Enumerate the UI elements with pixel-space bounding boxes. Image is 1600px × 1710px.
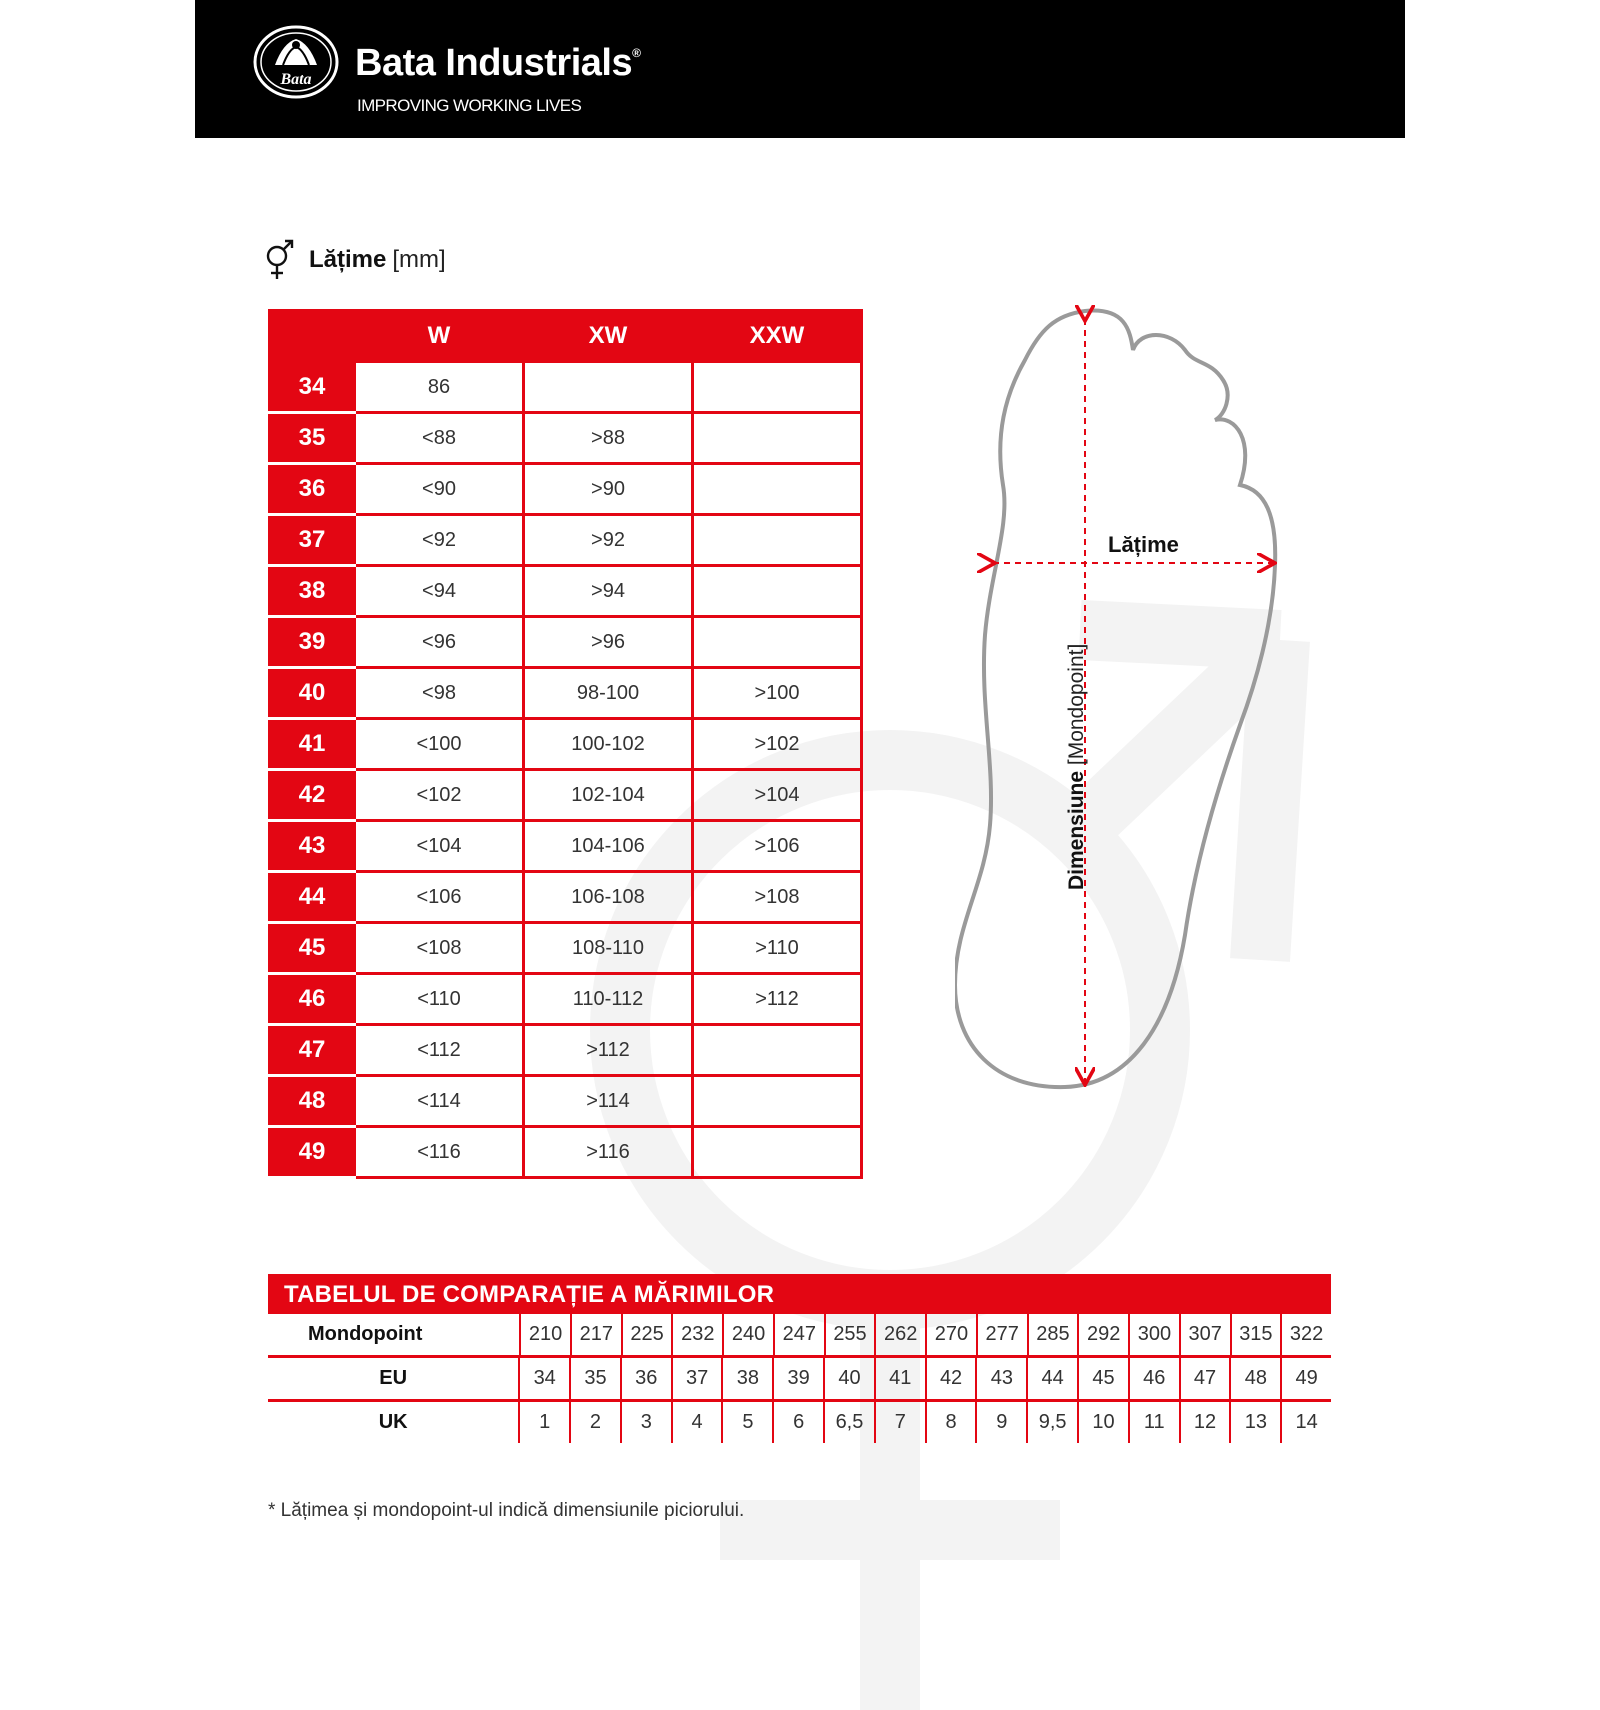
comparison-row-eu xyxy=(268,1358,1331,1402)
comparison-cell: 9 xyxy=(975,1402,1026,1443)
cell-xw: >114 xyxy=(524,1076,693,1127)
cell-xxw: >104 xyxy=(693,770,862,821)
table-row xyxy=(270,923,862,974)
cell-xw: 100-102 xyxy=(524,719,693,770)
table-row xyxy=(270,770,862,821)
comparison-cell: 217 xyxy=(570,1314,621,1355)
size-label: 44 xyxy=(270,872,355,923)
width-size-table xyxy=(268,309,863,1179)
comparison-cell: 8 xyxy=(925,1402,976,1443)
comparison-cell: 3 xyxy=(620,1402,671,1443)
size-label: 48 xyxy=(270,1076,355,1127)
cell-w: <106 xyxy=(355,872,524,923)
comparison-cell: 9,5 xyxy=(1026,1402,1077,1443)
comparison-cell: 1 xyxy=(518,1402,569,1443)
comparison-cell: 255 xyxy=(824,1314,875,1355)
comparison-cell: 41 xyxy=(874,1358,925,1399)
size-label: 36 xyxy=(270,464,355,515)
size-label: 40 xyxy=(270,668,355,719)
cell-w: <112 xyxy=(355,1025,524,1076)
comparison-cell: 300 xyxy=(1128,1314,1179,1355)
registered-mark: ® xyxy=(632,46,641,60)
row-label: Mondopoint xyxy=(308,1323,423,1345)
cell-xw: >88 xyxy=(524,413,693,464)
comparison-cell: 277 xyxy=(976,1314,1027,1355)
size-label: 45 xyxy=(270,923,355,974)
comparison-cell: 39 xyxy=(772,1358,823,1399)
cell-w: <100 xyxy=(355,719,524,770)
foot-outline-path xyxy=(955,311,1275,1088)
comparison-title: TABELUL DE COMPARAȚIE A MĂRIMILOR xyxy=(268,1274,1331,1314)
comparison-cell: 47 xyxy=(1179,1358,1230,1399)
brand-name-text: Bata Industrials xyxy=(355,42,633,84)
cell-xw: >90 xyxy=(524,464,693,515)
row-label: UK xyxy=(378,1411,408,1433)
comparison-cell: 292 xyxy=(1077,1314,1128,1355)
comparison-cell: 38 xyxy=(721,1358,772,1399)
size-comparison-table xyxy=(268,1274,1331,1443)
comparison-cell: 232 xyxy=(671,1314,722,1355)
column-header-w: W xyxy=(355,311,524,362)
unisex-gender-icon xyxy=(265,239,295,281)
foot-width-label: Lățime xyxy=(1108,532,1179,557)
table-row xyxy=(270,1025,862,1076)
cell-xxw xyxy=(693,1076,862,1127)
size-label: 35 xyxy=(270,413,355,464)
comparison-cell: 46 xyxy=(1128,1358,1179,1399)
foot-length-label xyxy=(1065,644,1089,890)
comparison-cell: 285 xyxy=(1027,1314,1078,1355)
cell-xw: >92 xyxy=(524,515,693,566)
comparison-row-mondopoint xyxy=(268,1314,1331,1358)
cell-xxw xyxy=(693,1127,862,1178)
table-row xyxy=(270,515,862,566)
comparison-cell: 42 xyxy=(925,1358,976,1399)
table-row xyxy=(270,464,862,515)
size-label: 41 xyxy=(270,719,355,770)
size-label: 34 xyxy=(270,362,355,413)
cell-xxw: >110 xyxy=(693,923,862,974)
cell-w: <114 xyxy=(355,1076,524,1127)
table-row xyxy=(270,1076,862,1127)
table-row xyxy=(270,566,862,617)
comparison-cell: 44 xyxy=(1026,1358,1077,1399)
comparison-cell: 35 xyxy=(569,1358,620,1399)
table-corner-cell xyxy=(270,311,355,362)
comparison-cell: 307 xyxy=(1179,1314,1230,1355)
cell-w: <108 xyxy=(355,923,524,974)
cell-w: 86 xyxy=(355,362,524,413)
cell-xxw xyxy=(693,1025,862,1076)
table-row xyxy=(270,668,862,719)
comparison-cell: 322 xyxy=(1280,1314,1331,1355)
cell-w: <102 xyxy=(355,770,524,821)
size-label: 39 xyxy=(270,617,355,668)
cell-xw: >96 xyxy=(524,617,693,668)
cell-xw: 102-104 xyxy=(524,770,693,821)
comparison-cell: 247 xyxy=(773,1314,824,1355)
cell-w: <98 xyxy=(355,668,524,719)
cell-xw: >112 xyxy=(524,1025,693,1076)
cell-xw: 108-110 xyxy=(524,923,693,974)
comparison-cell: 262 xyxy=(874,1314,925,1355)
cell-xxw xyxy=(693,617,862,668)
comparison-cell: 14 xyxy=(1280,1402,1331,1443)
column-header-xw: XW xyxy=(524,311,693,362)
cell-xxw xyxy=(693,515,862,566)
footnote: * Lățimea și mondopoint-ul indică dimensiunile piciorului. xyxy=(268,1500,745,1521)
cell-xxw: >100 xyxy=(693,668,862,719)
comparison-cell: 40 xyxy=(823,1358,874,1399)
comparison-cell: 225 xyxy=(621,1314,672,1355)
foot-length-label-bold: Dimensiune xyxy=(1065,770,1088,890)
cell-xw: 110-112 xyxy=(524,974,693,1025)
cell-w: <104 xyxy=(355,821,524,872)
table-row xyxy=(270,362,862,413)
cell-w: <96 xyxy=(355,617,524,668)
comparison-cell: 315 xyxy=(1230,1314,1281,1355)
size-label: 43 xyxy=(270,821,355,872)
cell-xxw: >102 xyxy=(693,719,862,770)
cell-w: <94 xyxy=(355,566,524,617)
brand-name xyxy=(355,42,640,85)
cell-xw: 104-106 xyxy=(524,821,693,872)
column-header-xxw: XXW xyxy=(693,311,862,362)
width-title: Lățime xyxy=(309,246,387,273)
brand-tagline: IMPROVING WORKING LIVES xyxy=(357,96,582,115)
cell-xw: >116 xyxy=(524,1127,693,1178)
comparison-row-uk xyxy=(268,1402,1331,1443)
comparison-cell: 49 xyxy=(1280,1358,1331,1399)
cell-xxw xyxy=(693,413,862,464)
comparison-cell: 37 xyxy=(671,1358,722,1399)
width-unit: [mm] xyxy=(392,246,446,273)
cell-xxw: >112 xyxy=(693,974,862,1025)
table-header-row xyxy=(270,311,862,362)
cell-w: <90 xyxy=(355,464,524,515)
table-row xyxy=(270,413,862,464)
comparison-cell: 270 xyxy=(925,1314,976,1355)
cell-w: <92 xyxy=(355,515,524,566)
table-row xyxy=(270,974,862,1025)
table-row xyxy=(270,821,862,872)
table-row xyxy=(270,872,862,923)
comparison-cell: 43 xyxy=(975,1358,1026,1399)
comparison-cell: 2 xyxy=(569,1402,620,1443)
size-label: 49 xyxy=(270,1127,355,1178)
size-label: 37 xyxy=(270,515,355,566)
bata-logo-icon xyxy=(253,25,339,99)
foot-length-label-unit: [Mondopoint] xyxy=(1065,643,1088,766)
table-row xyxy=(270,719,862,770)
cell-xxw: >108 xyxy=(693,872,862,923)
size-label: 38 xyxy=(270,566,355,617)
size-label: 47 xyxy=(270,1025,355,1076)
cell-w: <88 xyxy=(355,413,524,464)
cell-xxw xyxy=(693,362,862,413)
cell-xxw: >106 xyxy=(693,821,862,872)
comparison-cell: 210 xyxy=(519,1314,570,1355)
foot-outline-diagram xyxy=(955,305,1335,1175)
comparison-cell: 11 xyxy=(1128,1402,1179,1443)
cell-xxw xyxy=(693,566,862,617)
comparison-cell: 13 xyxy=(1229,1402,1280,1443)
comparison-cell: 7 xyxy=(874,1402,925,1443)
cell-w: <116 xyxy=(355,1127,524,1178)
cell-xw xyxy=(524,362,693,413)
comparison-cell: 240 xyxy=(722,1314,773,1355)
logo-text: Bata xyxy=(280,71,312,88)
comparison-cell: 10 xyxy=(1077,1402,1128,1443)
comparison-cell: 45 xyxy=(1077,1358,1128,1399)
cell-xxw xyxy=(693,464,862,515)
comparison-cell: 6,5 xyxy=(823,1402,874,1443)
cell-xw: 106-108 xyxy=(524,872,693,923)
comparison-cell: 12 xyxy=(1179,1402,1230,1443)
table-row xyxy=(270,1127,862,1178)
cell-xw: 98-100 xyxy=(524,668,693,719)
comparison-cell: 6 xyxy=(772,1402,823,1443)
row-label: EU xyxy=(379,1367,408,1389)
comparison-cell: 34 xyxy=(518,1358,569,1399)
brand-header xyxy=(195,0,1405,138)
comparison-cell: 48 xyxy=(1229,1358,1280,1399)
cell-w: <110 xyxy=(355,974,524,1025)
table-row xyxy=(270,617,862,668)
width-section-title xyxy=(265,240,446,280)
size-label: 46 xyxy=(270,974,355,1025)
cell-xw: >94 xyxy=(524,566,693,617)
comparison-cell: 4 xyxy=(671,1402,722,1443)
size-label: 42 xyxy=(270,770,355,821)
comparison-cell: 5 xyxy=(721,1402,772,1443)
comparison-cell: 36 xyxy=(620,1358,671,1399)
